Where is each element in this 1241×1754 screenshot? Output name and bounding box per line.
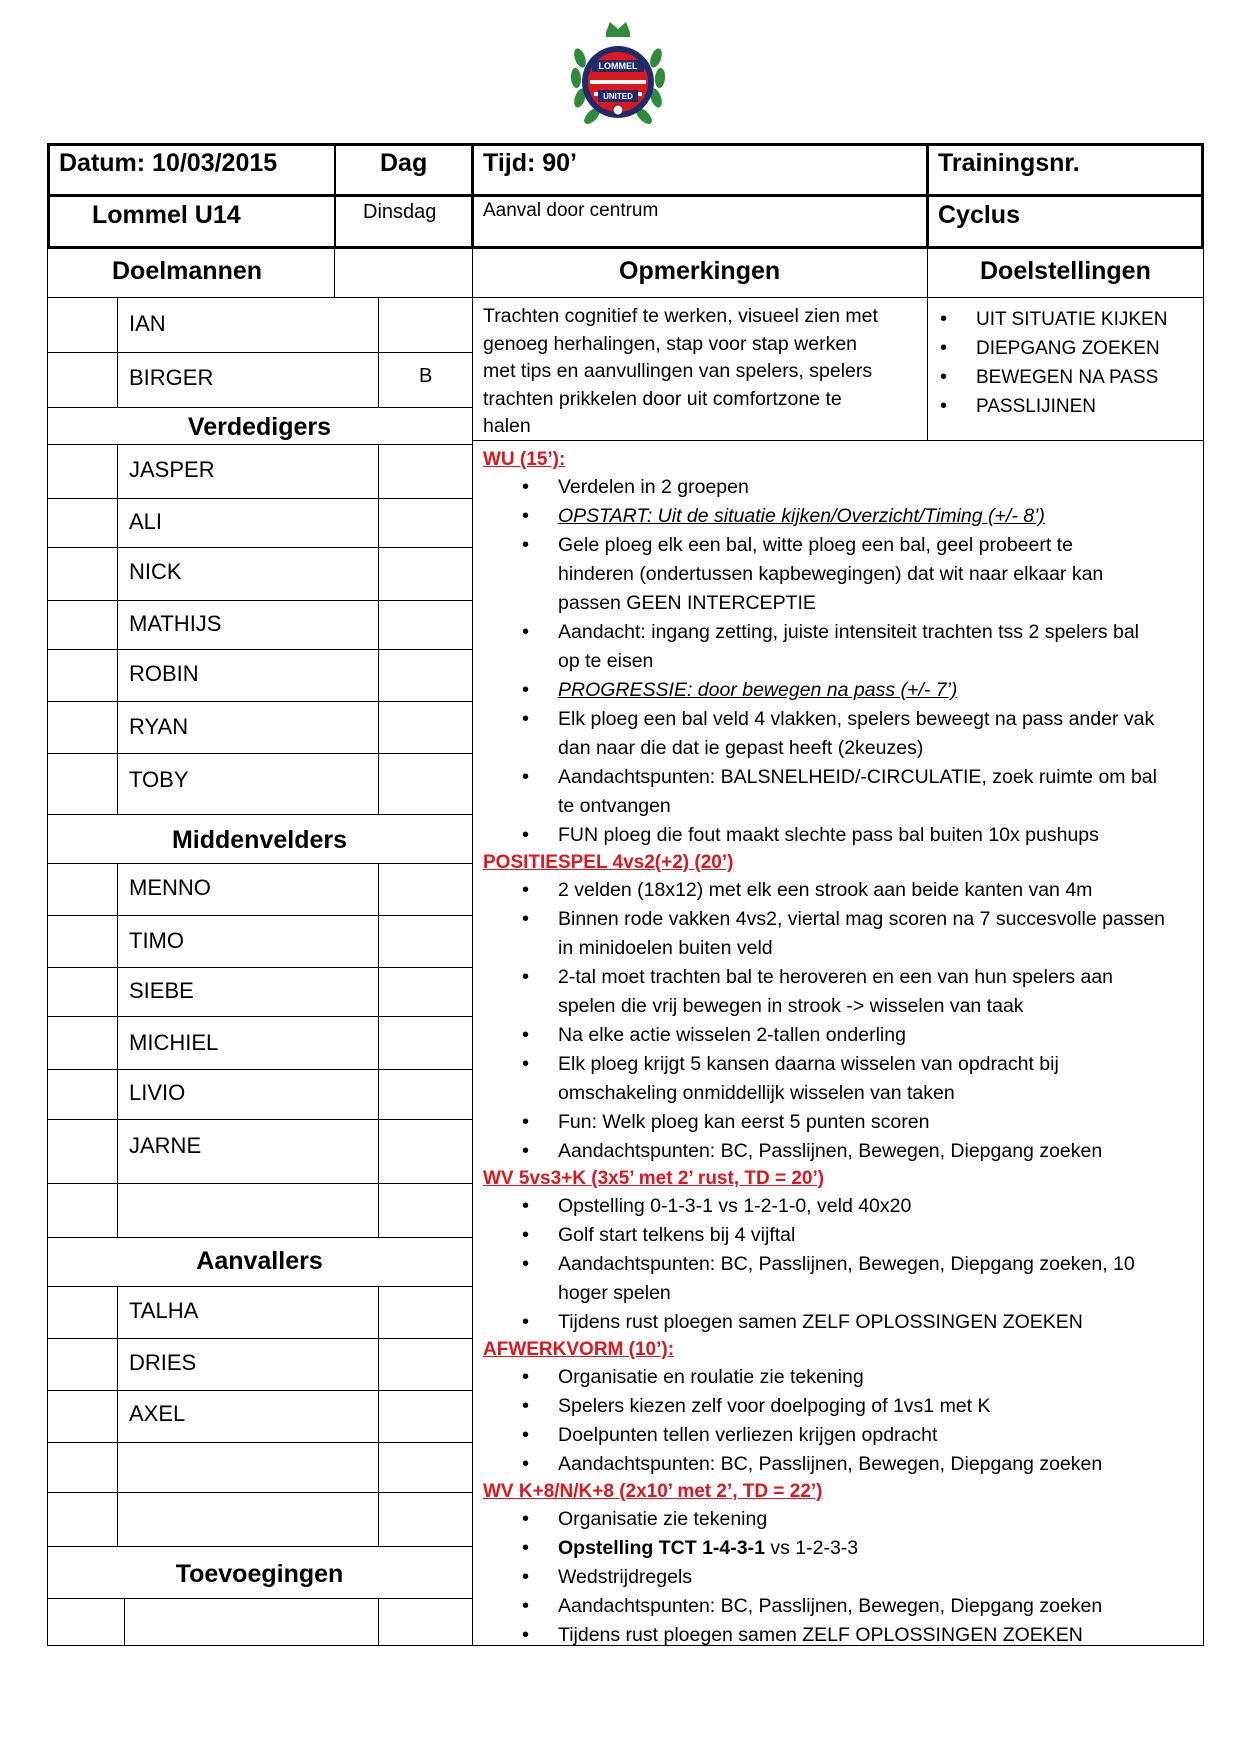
attackers-heading: Aanvallers <box>196 1247 323 1275</box>
keeper-name: BIRGER <box>129 365 214 390</box>
list-item: • Elk ploeg een bal veld 4 vlakken, spelers beweegt na pass ander vak dan naar die dat ie gepast heeft (2keuzes) <box>558 705 1241 763</box>
defender-name: JASPER <box>129 457 215 482</box>
list-item: • Aandacht: ingang zetting, juiste intensiteit trachten tss 2 spelers bal op te eisen <box>558 618 1241 676</box>
keeper-name: IAN <box>129 311 166 336</box>
objective-item: • BEWEGEN NA PASS <box>976 363 1167 392</box>
list-item: • OPSTART: Uit de situatie kijken/Overzicht/Timing (+/- 8’) <box>558 502 1241 531</box>
attacker-name: AXEL <box>129 1401 186 1426</box>
attacker-name: DRIES <box>129 1350 197 1375</box>
afwerkvorm-list <box>558 1363 1241 1479</box>
section-title-positiespel: POSITIESPEL 4vs2(+2) (20’) <box>483 852 734 873</box>
player-roster <box>47 297 472 1646</box>
list-item: • Golf start telkens bij 4 vijftal <box>558 1221 1241 1250</box>
additions-heading: Toevoegingen <box>175 1560 344 1588</box>
list-item: • Opstelling TCT 1-4-3-1 vs 1-2-3-3 <box>558 1534 1241 1563</box>
list-item: • Opstelling 0-1-3-1 vs 1-2-1-0, veld 40x20 <box>558 1192 1241 1221</box>
list-item: • Tijdens rust ploegen samen ZELF OPLOSSINGEN ZOEKEN <box>558 1308 1241 1337</box>
remarks-heading: Opmerkingen <box>619 257 781 285</box>
midfielder-name: MENNO <box>129 875 211 900</box>
objective-item: • PASSLIJINEN <box>976 392 1167 421</box>
list-item: • Tijdens rust ploegen samen ZELF OPLOSSINGEN ZOEKEN <box>558 1621 1241 1650</box>
list-item: • Spelers kiezen zelf voor doelpoging of 1vs1 met K <box>558 1392 1241 1421</box>
defender-name: NICK <box>129 559 182 584</box>
section-title-wu: WU (15’): <box>483 449 566 470</box>
midfielder-name: SIEBE <box>129 978 194 1003</box>
training-number-label: Trainingsnr. <box>938 149 1080 177</box>
list-item: • Elk ploeg krijgt 5 kansen daarna wisselen van opdracht bij omschakeling onmiddellijk wisselen van taken <box>558 1050 1241 1108</box>
midfielders-heading: Middenvelders <box>171 826 348 854</box>
positiespel-list <box>558 876 1241 1166</box>
list-item: • Organisatie en roulatie zie tekening <box>558 1363 1241 1392</box>
list-item: • Aandachtspunten: BALSNELHEID/-CIRCULATIE, zoek ruimte om bal te ontvangen <box>558 763 1241 821</box>
day-label: Dag <box>380 149 428 177</box>
training-sheet <box>47 143 1204 1646</box>
midfielder-name: MICHIEL <box>129 1030 219 1055</box>
midfielder-name: LIVIO <box>129 1080 186 1105</box>
section-title-wv1: WV 5vs3+K (3x5’ met 2’ rust, TD = 20’) <box>483 1168 825 1189</box>
list-item: • Gele ploeg elk een bal, witte ploeg een bal, geel probeert te hinderen (ondertussen kapbewegingen) dat wit naar elkaar kan passen GEEN INTERCEPTIE <box>558 531 1241 618</box>
list-item: • Aandachtspunten: BC, Passlijnen, Bewegen, Diepgang zoeken <box>558 1137 1241 1166</box>
defender-name: RYAN <box>129 714 189 739</box>
section-title-afwerkvorm: AFWERKVORM (10’): <box>483 1339 675 1360</box>
objective-item: • UIT SITUATIE KIJKEN <box>976 305 1167 334</box>
midfielder-name: TIMO <box>129 928 184 953</box>
list-item: • Na elke actie wisselen 2-tallen onderling <box>558 1021 1241 1050</box>
list-item: • Aandachtspunten: BC, Passlijnen, Bewegen, Diepgang zoeken, 10 hoger spelen <box>558 1250 1241 1308</box>
list-item: • Aandachtspunten: BC, Passlijnen, Bewegen, Diepgang zoeken <box>558 1592 1241 1621</box>
objectives-heading: Doelstellingen <box>980 257 1151 285</box>
list-item: • FUN ploeg die fout maakt slechte pass bal buiten 10x pushups <box>558 821 1241 850</box>
list-item: • PROGRESSIE: door bewegen na pass (+/- 7’) <box>558 676 1241 705</box>
training-program <box>483 447 1198 1650</box>
list-item: • 2 velden (18x12) met elk een strook aan beide kanten van 4m <box>558 876 1241 905</box>
keeper-mark: B <box>419 365 433 387</box>
date-label: Datum: 10/03/2015 <box>59 149 278 177</box>
wu-list <box>558 473 1241 850</box>
list-item: • Aandachtspunten: BC, Passlijnen, Bewegen, Diepgang zoeken <box>558 1450 1241 1479</box>
defender-name: ROBIN <box>129 661 199 686</box>
objectives-list <box>976 305 1167 421</box>
defender-name: TOBY <box>129 767 189 792</box>
goalkeepers-heading: Doelmannen <box>112 257 263 285</box>
defender-name: MATHIJS <box>129 611 222 636</box>
remarks-text: Trachten cognitief te werken, visueel zien met genoeg herhalingen, stap voor stap werken met tips en aanvullingen van spelers, spelers trachten prikkelen door uit comfortzone te halen <box>483 305 878 437</box>
section-title-wv2: WV K+8/N/K+8 (2x10’ met 2’, TD = 22’) <box>483 1481 823 1502</box>
list-item: • Binnen rode vakken 4vs2, viertal mag scoren na 7 succesvolle passen in minidoelen buiten veld <box>558 905 1241 963</box>
crown-icon <box>606 22 630 37</box>
time-label: Tijd: 90’ <box>483 149 578 177</box>
list-item: • Fun: Welk ploeg kan eerst 5 punten scoren <box>558 1108 1241 1137</box>
day-value: Dinsdag <box>363 201 437 223</box>
lommel-united-logo <box>566 18 670 138</box>
svg-text:LOMMEL: LOMMEL <box>598 61 638 71</box>
svg-text:UNITED: UNITED <box>603 92 633 101</box>
objective-item: • DIEPGANG ZOEKEN <box>976 334 1167 363</box>
wv1-list <box>558 1192 1241 1337</box>
theme-value: Aanval door centrum <box>483 200 659 221</box>
defenders-heading: Verdedigers <box>187 413 332 441</box>
list-item: • 2-tal moet trachten bal te heroveren en een van hun spelers aan spelen die vrij bewegen in strook -> wisselen van taak <box>558 963 1241 1021</box>
team-name: Lommel U14 <box>92 201 241 229</box>
wv2-list <box>558 1505 1241 1650</box>
list-item: • Organisatie zie tekening <box>558 1505 1241 1534</box>
list-item: • Verdelen in 2 groepen <box>558 473 1241 502</box>
midfielder-name: JARNE <box>129 1133 202 1158</box>
list-item: • Doelpunten tellen verliezen krijgen opdracht <box>558 1421 1241 1450</box>
cycle-label: Cyclus <box>938 201 1020 229</box>
attacker-name: TALHA <box>129 1298 199 1323</box>
list-item: • Wedstrijdregels <box>558 1563 1241 1592</box>
defender-name: ALI <box>129 509 163 534</box>
